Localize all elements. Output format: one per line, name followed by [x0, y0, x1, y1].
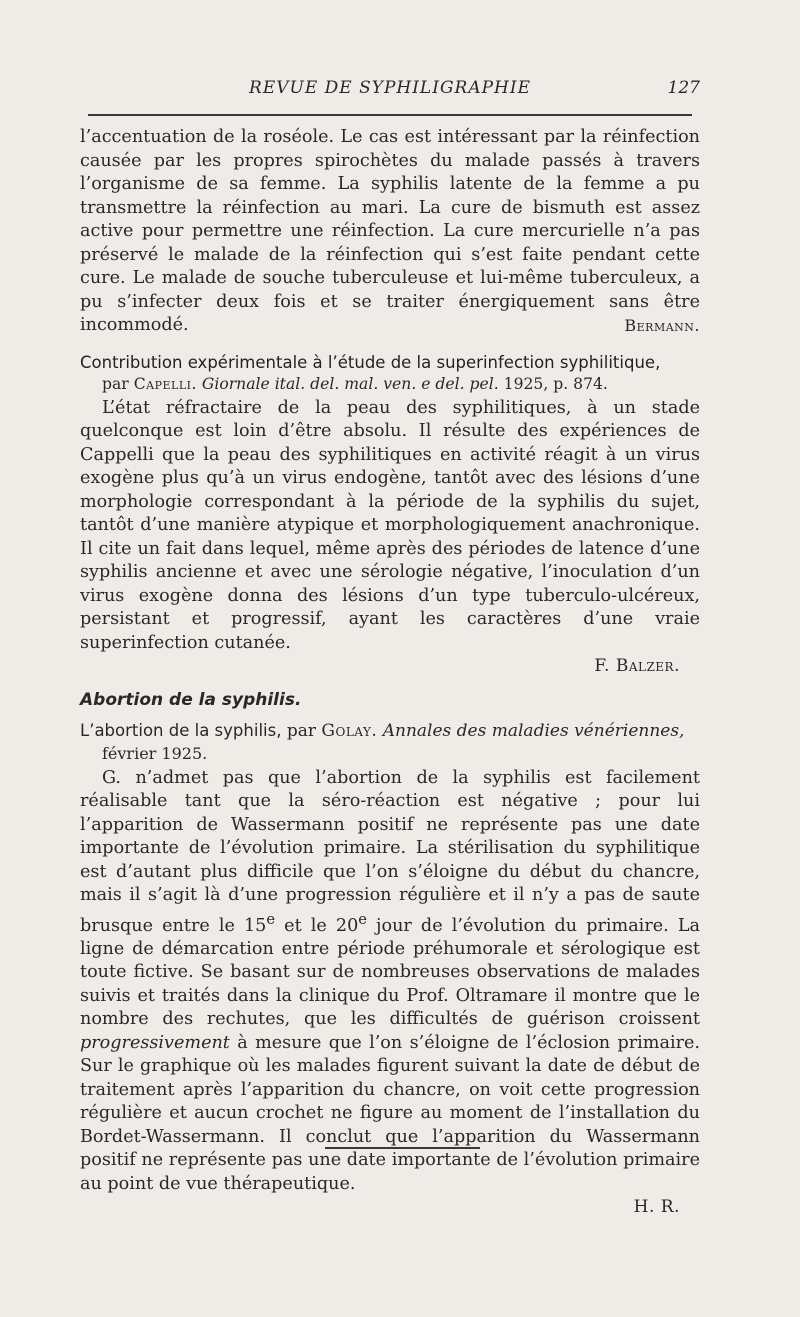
header-rule — [88, 114, 692, 116]
article2-signature: F. Balzer. — [594, 656, 680, 676]
section-heading: Abortion de la syphilis. — [80, 689, 302, 710]
article2-year-page: 1925, p. 874. — [503, 374, 608, 393]
page — [80, 70, 700, 1220]
page-number: 127 — [667, 78, 700, 98]
page-header — [80, 70, 700, 104]
article2-title: Contribution expérimentale à l’étude de la superinfection syphilitique, — [80, 352, 661, 372]
article2-author: Capelli. — [133, 374, 197, 393]
ordinal-superscript: e — [266, 910, 276, 928]
article1-body: l’accentuation de la roséole. Le cas est intéressant par la réinfection causée par les propres spirochètes du malade passés à travers l’organisme de sa femme. La syphilis latente de la femme a pu transmettre la réinfection au mari. La cure de bismuth est assez active pour permettre une réinfection. La cure mercurielle n’a pas préservé le malade de la réinfection qui s’est faite pendant cette cure. Le malade de souche tuberculeuse et lui-même tuberculeux, a pu s’infecter deux fois et se traiter énergiquement sans être incommodé. Bermann. — [80, 126, 700, 338]
article3-author: Golay. — [321, 720, 378, 741]
article2-citation: par Capelli. Giornale ital. del. mal. ven. e del. pel. 1925, p. 874. — [102, 374, 608, 393]
article3-title: L’abortion de la syphilis, — [80, 720, 282, 740]
footer-rule — [325, 1147, 480, 1149]
article3-heading: L’abortion de la syphilis, par Golay. Annales des maladies vénériennes, — [80, 720, 685, 741]
article3-date: février 1925. — [102, 743, 208, 763]
article3-body: G. n’admet pas que l’abortion de la syphilis est facilement réalisable tant que la séro-réaction est négative ; pour lui l’apparition de Wassermann positif ne représente pas une date importante de l’évolution primaire. La stérilisation du syphilitique est d’autant plus difficile que l’on s’éloigne du début du chancre, mais il s’agit là d’une progression régulière et il n’y a pas de saute brusque entre le 15e et le 20e jour de l’évolution du primaire. La ligne de démarcation entre période préhumorale et sérologique est toute fictive. Se basant sur de nombreuses observations de malades suivis et traités dans la clinique du Prof. Oltramare il montre que le nombre des rechutes, que les difficultés de guérison croissent progressivement à mesure que l’on s’éloigne de l’éclosion primaire. Sur le graphique où les malades figurent suivant la date de début de traitement après l’apparition du chancre, on voit cette progression régulière et aucun crochet ne figure au moment de l’installation du Bordet-Wassermann. Il conclut que l’apparition du Wassermann positif ne représente pas une date importante de l’évolution primaire au point de vue thérapeutique. — [80, 767, 700, 1194]
article2-body: L’état réfractaire de la peau des syphilitiques, à un stade quelconque est loin d’être absolu. Il résulte des expériences de Cappelli que la peau des syphilitiques en activité réagit à un virus exogène plus qu’à un virus endogène, tantôt avec des lésions d’une morphologie correspondant à la période de la syphilis du sujet, tantôt d’une manière atypique et morphologiquement anachronique. Il cite un fait dans lequel, même après des périodes de latence d’une syphilis ancienne et avec une sérologie négative, l’inoculation d’un virus exogène donna des lésions d’un type tuberculo-ulcéreux, persistant et progressif, ayant les caractères d’une vraie superinfection cutanée. — [80, 397, 700, 653]
emphasis-text: progressivement — [80, 1032, 230, 1053]
article1-signature: Bermann. — [624, 316, 700, 335]
article3-signature: H. R. — [633, 1197, 680, 1218]
article3-journal: Annales des maladies vénériennes, — [382, 720, 685, 741]
running-title: REVUE DE SYPHILIGRAPHIE — [249, 78, 531, 98]
article2-journal: Giornale ital. del. mal. ven. e del. pel. — [201, 374, 499, 393]
ordinal-superscript: e — [358, 910, 367, 928]
